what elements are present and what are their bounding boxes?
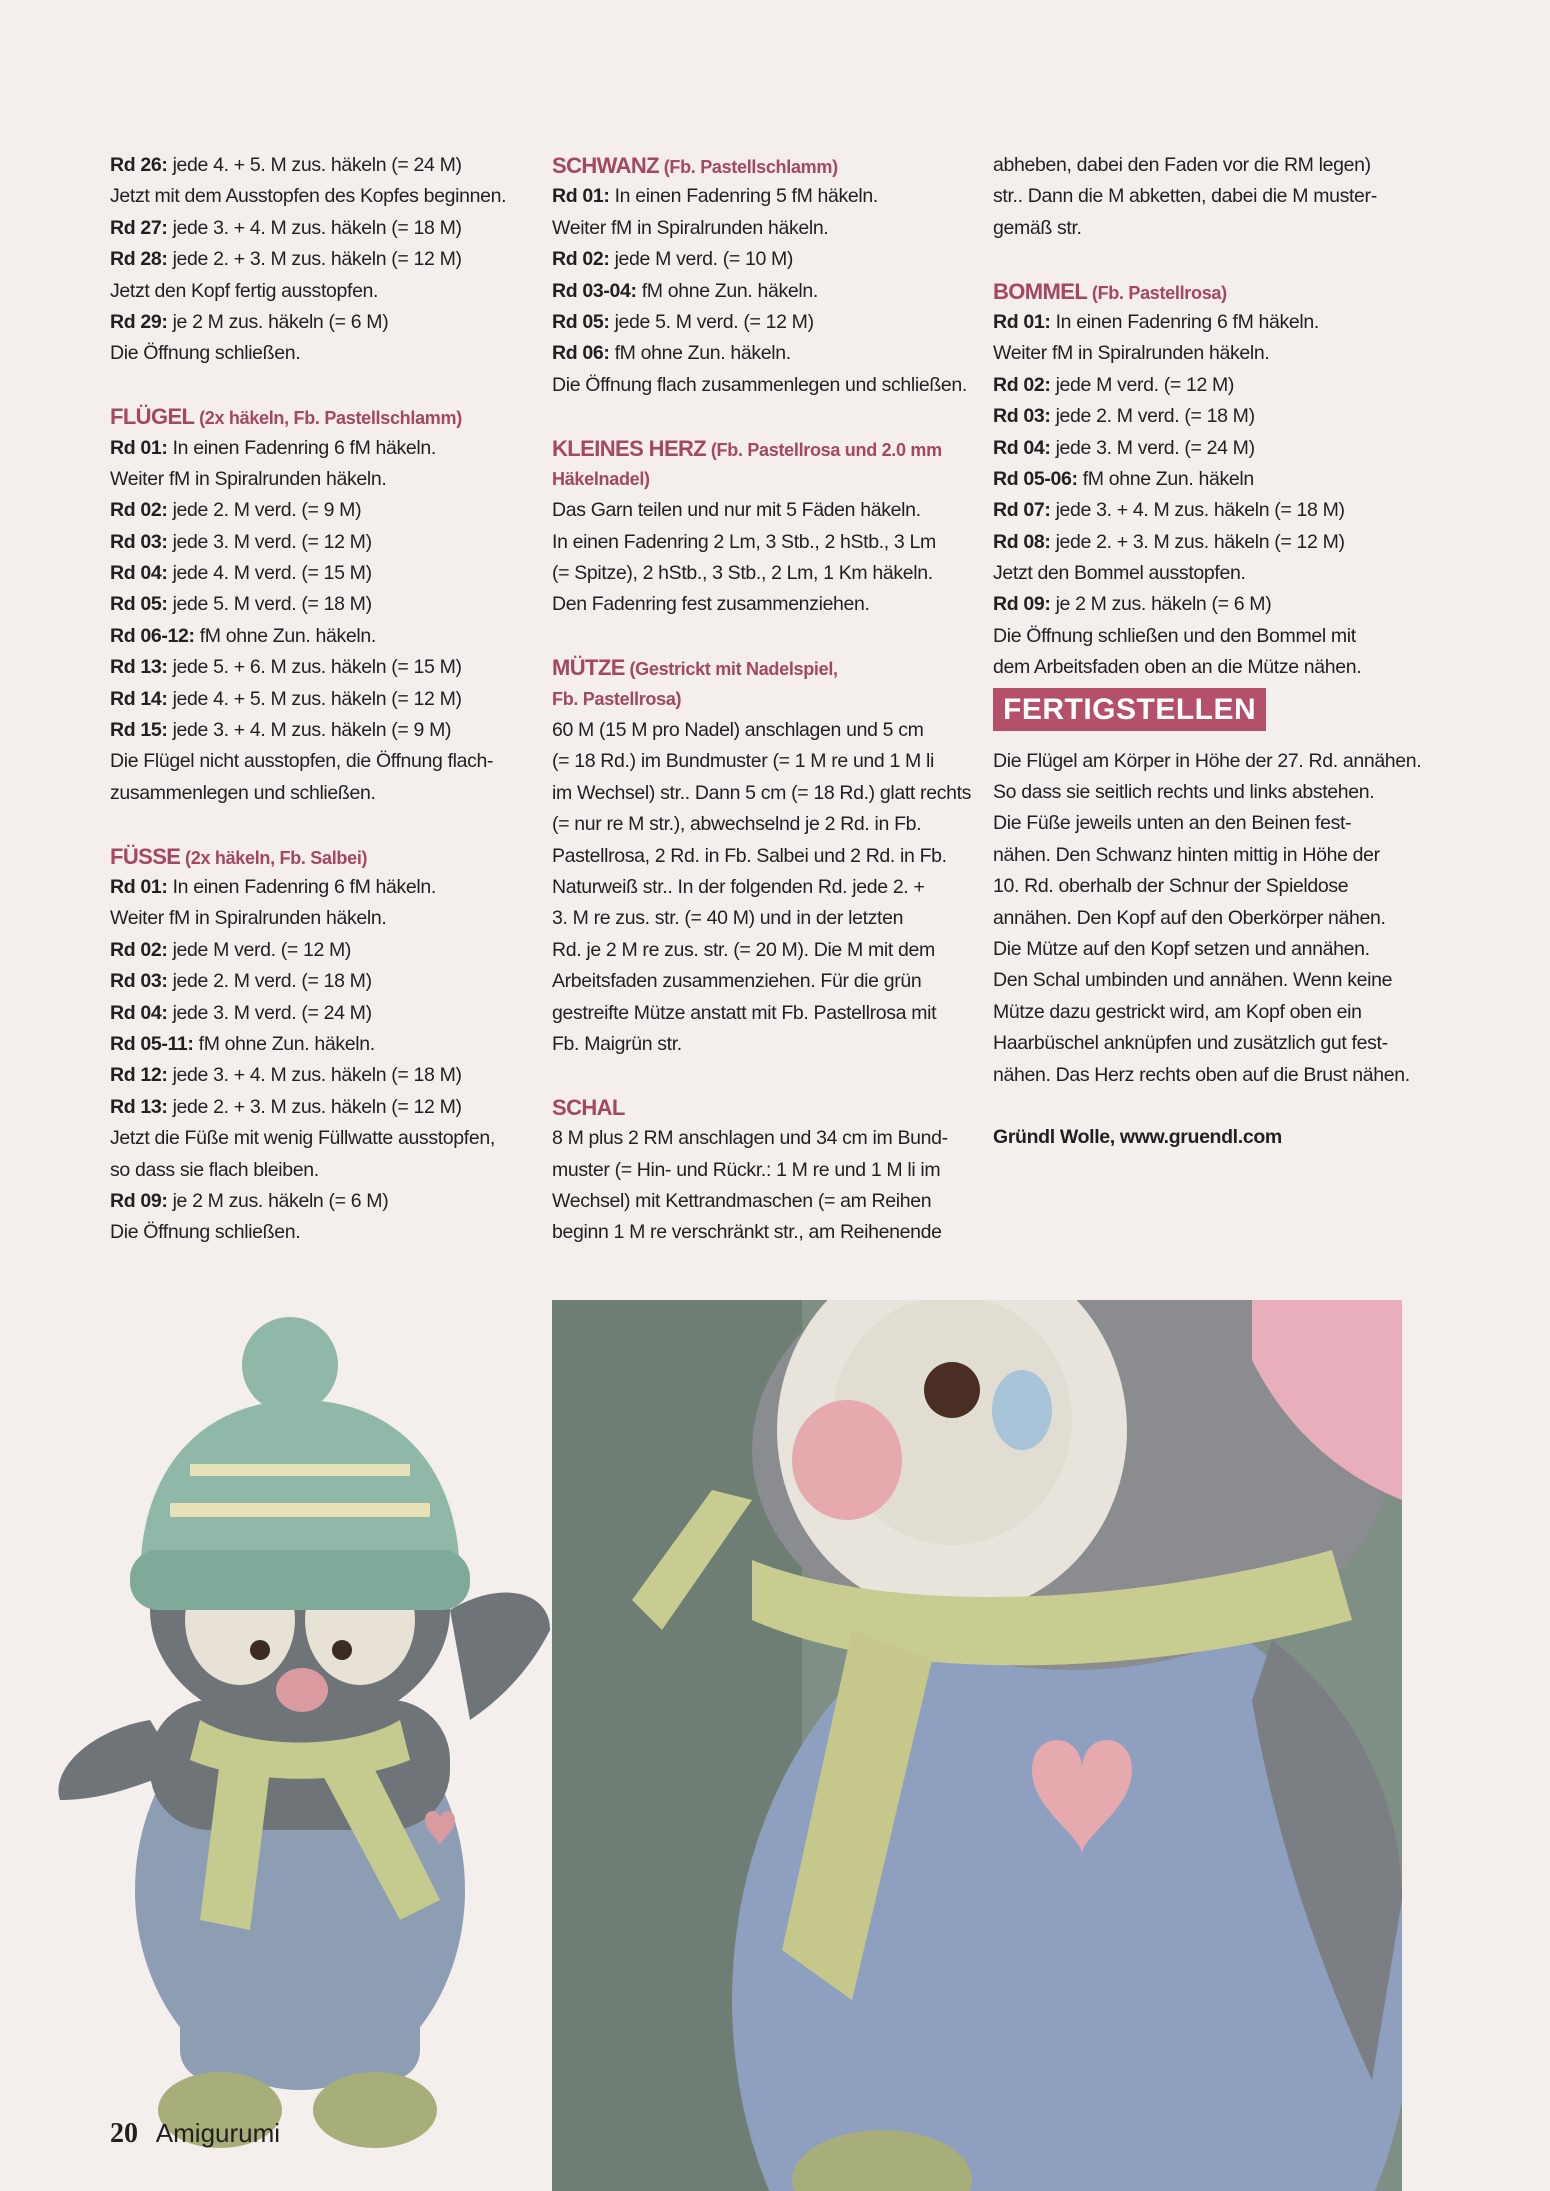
instruction-text: Weiter fM in Spiralrunden häkeln. (552, 216, 829, 239)
round-label: Rd 06: (552, 342, 610, 365)
heading-fertigstellen-wrap (993, 684, 1411, 746)
section-subtitle: (2x häkeln, Fb. Pastellschlamm) (194, 408, 462, 429)
round-label: Rd 02: (552, 248, 610, 271)
page-footer (110, 2118, 280, 2158)
text-line: So dass sie seitlich rechts und links abstehen. (993, 781, 1375, 804)
instruction-line (552, 244, 970, 275)
text-line: 60 M (15 M pro Nadel) anschlagen und 5 cm (552, 719, 924, 742)
instruction-line (110, 998, 515, 1029)
heading-schwanz (552, 150, 970, 181)
heading-bommel (993, 276, 1411, 307)
round-label: Rd 05-06: (993, 467, 1078, 490)
instruction-text: so dass sie flach bleiben. (110, 1158, 319, 1181)
text-line: Die Mütze auf den Kopf setzen und annähen. (993, 937, 1370, 960)
instruction-line (993, 433, 1411, 464)
instruction-line (110, 338, 515, 369)
round-label: Rd 02: (110, 938, 168, 961)
instruction-line (110, 307, 515, 338)
instruction-text: dem Arbeitsfaden oben an die Mütze nähen. (993, 656, 1362, 679)
round-label: Rd 28: (110, 248, 168, 271)
instruction-line (110, 715, 515, 746)
instruction-line (552, 276, 970, 307)
text-line: gestreifte Mütze anstatt mit Fb. Pastellrosa mit (552, 1001, 937, 1024)
round-label: Rd 01: (993, 310, 1051, 333)
spacer (110, 809, 515, 840)
instruction-line (110, 1123, 515, 1154)
instruction-text: jede 2. + 3. M zus. häkeln (= 12 M) (1050, 530, 1345, 553)
text-line: Den Fadenring fest zusammenziehen. (552, 593, 870, 616)
heading-fuesse (110, 841, 515, 872)
instruction-line (552, 181, 970, 212)
instruction-text: Die Flügel nicht ausstopfen, die Öffnung flach- (110, 750, 494, 773)
text-line: muster (= Hin- und Rückr.: 1 M re und 1 M li im (552, 1158, 941, 1181)
instruction-text: jede 2. M verd. (= 18 M) (167, 970, 372, 993)
round-label: Rd 09: (110, 1189, 168, 1212)
instruction-text: Jetzt den Bommel ausstopfen. (993, 562, 1246, 585)
instruction-text: jede 3. M verd. (= 12 M) (167, 530, 372, 553)
instruction-text: Die Öffnung schließen. (110, 1221, 301, 1244)
instruction-line (110, 778, 515, 809)
instruction-text: fM ohne Zun. häkeln. (609, 342, 791, 365)
text-line: Arbeitsfaden zusammenziehen. Für die grün (552, 970, 922, 993)
text-line: str.. Dann die M abketten, dabei die M muster- (993, 185, 1377, 208)
section-subtitle: (Fb. Pastellrosa) (1087, 282, 1227, 303)
round-label: Rd 05-11: (110, 1032, 194, 1055)
instruction-line (110, 213, 515, 244)
round-label: Rd 03: (993, 405, 1051, 428)
spacer (993, 1091, 1411, 1122)
instruction-text: jede 3. M verd. (= 24 M) (167, 1001, 372, 1024)
round-label: Rd 26: (110, 154, 168, 176)
instruction-line (110, 181, 515, 212)
round-label: Rd 02: (110, 499, 168, 522)
instruction-text: jede 3. + 4. M zus. häkeln (= 18 M) (167, 216, 462, 239)
text-line: 8 M plus 2 RM anschlagen und 34 cm im Bund- (552, 1127, 948, 1150)
instruction-line (110, 150, 515, 181)
section-title: BOMMEL (993, 278, 1088, 304)
heading-kleines-herz (552, 433, 970, 464)
text-line: (= 18 Rd.) im Bundmuster (= 1 M re und 1 M li (552, 750, 934, 773)
instruction-text: In einen Fadenring 6 fM häkeln. (1050, 310, 1319, 333)
instruction-line (993, 370, 1411, 401)
instruction-line (993, 621, 1411, 652)
instruction-text: Die Öffnung flach zusammenlegen und schließen. (552, 373, 967, 396)
spacer (552, 621, 970, 652)
section-subtitle: (2x häkeln, Fb. Salbei) (180, 847, 368, 868)
text-line: Fb. Maigrün str. (552, 1032, 682, 1055)
instruction-line (110, 621, 515, 652)
section-subtitle: Fb. Pastellrosa) (552, 688, 682, 709)
round-label: Rd 04: (110, 562, 168, 585)
instruction-text: jede 3. + 4. M zus. häkeln (= 18 M) (1050, 499, 1345, 522)
heading-kleines-herz-cont (552, 464, 970, 495)
instruction-line (552, 307, 970, 338)
text-line: Das Garn teilen und nur mit 5 Fäden häkeln. (552, 499, 921, 522)
round-label: Rd 04: (110, 1001, 168, 1024)
instruction-text: fM ohne Zun. häkeln. (194, 624, 376, 647)
text-line: (= nur re M str.), abwechselnd je 2 Rd. in Fb. (552, 813, 922, 836)
text-line: Naturweiß str.. In der folgenden Rd. jede 2. + (552, 875, 925, 898)
spacer (993, 244, 1411, 275)
instruction-text: Die Öffnung schließen. (110, 342, 301, 365)
text-column-3 (993, 150, 1422, 1154)
instruction-line (993, 464, 1411, 495)
round-label: Rd 15: (110, 719, 168, 742)
round-label: Rd 14: (110, 687, 168, 710)
section-subtitle: (Fb. Pastellrosa und 2.0 mm (706, 439, 942, 460)
text-line: Den Schal umbinden und annähen. Wenn keine (993, 969, 1393, 992)
text-line: Die Flügel am Körper in Höhe der 27. Rd. annähen. (993, 749, 1422, 772)
instruction-line (110, 872, 515, 903)
text-line: Wechsel) mit Kettrandmaschen (= am Reihen (552, 1189, 932, 1212)
instruction-text: In einen Fadenring 6 fM häkeln. (167, 875, 436, 898)
instruction-line (110, 244, 515, 275)
instruction-line (993, 527, 1411, 558)
instruction-text: Jetzt den Kopf fertig ausstopfen. (110, 279, 379, 302)
instruction-line (110, 684, 515, 715)
instruction-text: Die Öffnung schließen und den Bommel mit (993, 624, 1356, 647)
text-line: Die Füße jeweils unten an den Beinen fest- (993, 812, 1352, 835)
instruction-line (110, 495, 515, 526)
round-label: Rd 05: (552, 310, 610, 333)
section-title: KLEINES HERZ (552, 435, 707, 461)
instruction-line (993, 652, 1411, 683)
spacer (552, 401, 970, 432)
text-line: 3. M re zus. str. (= 40 M) und in der letzten (552, 907, 904, 930)
instruction-line (110, 1060, 515, 1091)
text-line: gemäß str. (993, 216, 1082, 239)
instruction-text: je 2 M zus. häkeln (= 6 M) (167, 310, 389, 333)
text-line: Mütze dazu gestrickt wird, am Kopf oben ein (993, 1000, 1362, 1023)
instruction-text: Weiter fM in Spiralrunden häkeln. (993, 342, 1270, 365)
text-line: abheben, dabei den Faden vor die RM legen) (993, 154, 1371, 176)
instruction-text: jede 2. + 3. M zus. häkeln (= 12 M) (167, 248, 462, 271)
instruction-text: jede M verd. (= 10 M) (609, 248, 794, 271)
instruction-line (110, 935, 515, 966)
section-title: SCHAL (552, 1094, 625, 1120)
instruction-text: Jetzt die Füße mit wenig Füllwatte ausstopfen, (110, 1127, 495, 1150)
text-line: annähen. Den Kopf auf den Oberkörper nähen. (993, 906, 1386, 929)
instruction-text: jede 4. + 5. M zus. häkeln (= 24 M) (167, 154, 462, 176)
instruction-line (110, 1186, 515, 1217)
instruction-line (993, 338, 1411, 369)
section-title: FÜSSE (110, 843, 181, 869)
instruction-line (110, 464, 515, 495)
instruction-line (110, 1155, 515, 1186)
instruction-text: je 2 M zus. häkeln (= 6 M) (1050, 593, 1272, 616)
round-label: Rd 01: (552, 185, 610, 208)
instruction-text: jede 3. M verd. (= 24 M) (1050, 436, 1255, 459)
section-title: FLÜGEL (110, 404, 195, 430)
instruction-line (110, 1029, 515, 1060)
section-subtitle: (Fb. Pastellschlamm) (659, 157, 838, 177)
spacer (552, 1060, 970, 1091)
text-line: beginn 1 M re verschränkt str., am Reihenende (552, 1221, 942, 1244)
instruction-text: jede 4. + 5. M zus. häkeln (= 12 M) (167, 687, 462, 710)
instruction-text: Weiter fM in Spiralrunden häkeln. (110, 907, 387, 930)
text-column-1 (110, 150, 515, 1249)
instruction-text: jede 3. + 4. M zus. häkeln (= 9 M) (167, 719, 452, 742)
instruction-text: jede 2. M verd. (= 9 M) (167, 499, 362, 522)
round-label: Rd 07: (993, 499, 1051, 522)
instruction-text: jede 5. + 6. M zus. häkeln (= 15 M) (167, 656, 462, 679)
instruction-text: fM ohne Zun. häkeln (1077, 467, 1254, 490)
instruction-text: In einen Fadenring 5 fM häkeln. (609, 185, 878, 208)
text-line: 10. Rd. oberhalb der Schnur der Spieldose (993, 875, 1349, 898)
instruction-line (110, 966, 515, 997)
magazine-name: Amigurumi (155, 2118, 281, 2148)
round-label: Rd 05: (110, 593, 168, 616)
instruction-text: Jetzt mit dem Ausstopfen des Kopfes beginnen. (110, 185, 507, 208)
text-line: Pastellrosa, 2 Rd. in Fb. Salbei und 2 Rd. in Fb. (552, 844, 947, 867)
text-line: (= Spitze), 2 hStb., 3 Stb., 2 Lm, 1 Km häkeln. (552, 562, 933, 585)
round-label: Rd 02: (993, 373, 1051, 396)
round-label: Rd 03: (110, 530, 168, 553)
penguin-closeup-photo (552, 1300, 1402, 2191)
instruction-line (552, 338, 970, 369)
instruction-text: zusammenlegen und schließen. (110, 781, 376, 804)
instruction-line (110, 558, 515, 589)
text-column-2 (552, 150, 970, 1249)
section-title: MÜTZE (552, 655, 625, 681)
spacer (110, 370, 515, 401)
instruction-line (110, 589, 515, 620)
round-label: Rd 08: (993, 530, 1051, 553)
heading-fertigstellen: FERTIGSTELLEN (993, 688, 1266, 731)
round-label: Rd 01: (110, 875, 168, 898)
instruction-line (110, 433, 515, 464)
round-label: Rd 27: (110, 216, 168, 239)
round-label: Rd 13: (110, 656, 168, 679)
instruction-text: jede 2. + 3. M zus. häkeln (= 12 M) (167, 1095, 462, 1118)
instruction-line (110, 527, 515, 558)
instruction-line (993, 558, 1411, 589)
instruction-text: fM ohne Zun. häkeln. (636, 279, 818, 302)
instruction-line (110, 276, 515, 307)
instruction-line (110, 903, 515, 934)
instruction-line (993, 401, 1411, 432)
round-label: Rd 09: (993, 593, 1051, 616)
round-label: Rd 29: (110, 310, 168, 333)
text-line: nähen. Das Herz rechts oben auf die Brust nähen. (993, 1063, 1410, 1086)
instruction-line (110, 1217, 515, 1248)
instruction-line (993, 589, 1411, 620)
heading-fluegel (110, 401, 515, 432)
round-label: Rd 04: (993, 436, 1051, 459)
penguin-full-photo (30, 1280, 570, 2160)
instruction-line (110, 746, 515, 777)
instruction-text: jede 5. M verd. (= 12 M) (609, 310, 814, 333)
text-line: Rd. je 2 M re zus. str. (= 20 M). Die M mit dem (552, 938, 935, 961)
round-label: Rd 06-12: (110, 624, 195, 647)
instruction-text: jede 2. M verd. (= 18 M) (1050, 405, 1255, 428)
text-line: im Wechsel) str.. Dann 5 cm (= 18 Rd.) glatt rechts (552, 781, 972, 804)
section-subtitle: (Gestrickt mit Nadelspiel, (624, 659, 838, 680)
section-title: SCHWANZ (552, 153, 660, 178)
instruction-line (110, 1092, 515, 1123)
round-label: Rd 03: (110, 970, 168, 993)
text-line: Haarbüschel anknüpfen und zusätzlich gut fest- (993, 1032, 1388, 1055)
round-label: Rd 12: (110, 1064, 168, 1087)
page-number: 20 (110, 2118, 138, 2149)
instruction-text: Weiter fM in Spiralrunden häkeln. (110, 467, 387, 490)
instruction-text: je 2 M zus. häkeln (= 6 M) (167, 1189, 389, 1212)
heading-muetze (552, 652, 970, 683)
instruction-text: jede 4. M verd. (= 15 M) (167, 562, 372, 585)
instruction-text: jede 3. + 4. M zus. häkeln (= 18 M) (167, 1064, 462, 1087)
instruction-text: jede M verd. (= 12 M) (167, 938, 352, 961)
round-label: Rd 01: (110, 436, 168, 459)
section-subtitle: Häkelnadel) (552, 468, 650, 489)
instruction-text: fM ohne Zun. häkeln. (193, 1032, 375, 1055)
text-line: nähen. Den Schwanz hinten mittig in Höhe der (993, 843, 1380, 866)
instruction-line (552, 213, 970, 244)
heading-schal (552, 1092, 970, 1123)
instruction-text: jede 5. M verd. (= 18 M) (167, 593, 372, 616)
instruction-text: jede M verd. (= 12 M) (1050, 373, 1235, 396)
round-label: Rd 03-04: (552, 279, 637, 302)
credit-line: Gründl Wolle, www.gruendl.com (993, 1126, 1282, 1149)
instruction-line (110, 652, 515, 683)
instruction-line (993, 307, 1411, 338)
heading-muetze-cont (552, 684, 970, 715)
instruction-text: In einen Fadenring 6 fM häkeln. (167, 436, 436, 459)
instruction-line (993, 495, 1411, 526)
text-line: In einen Fadenring 2 Lm, 3 Stb., 2 hStb., 3 Lm (552, 530, 936, 553)
round-label: Rd 13: (110, 1095, 168, 1118)
instruction-line (552, 370, 970, 401)
